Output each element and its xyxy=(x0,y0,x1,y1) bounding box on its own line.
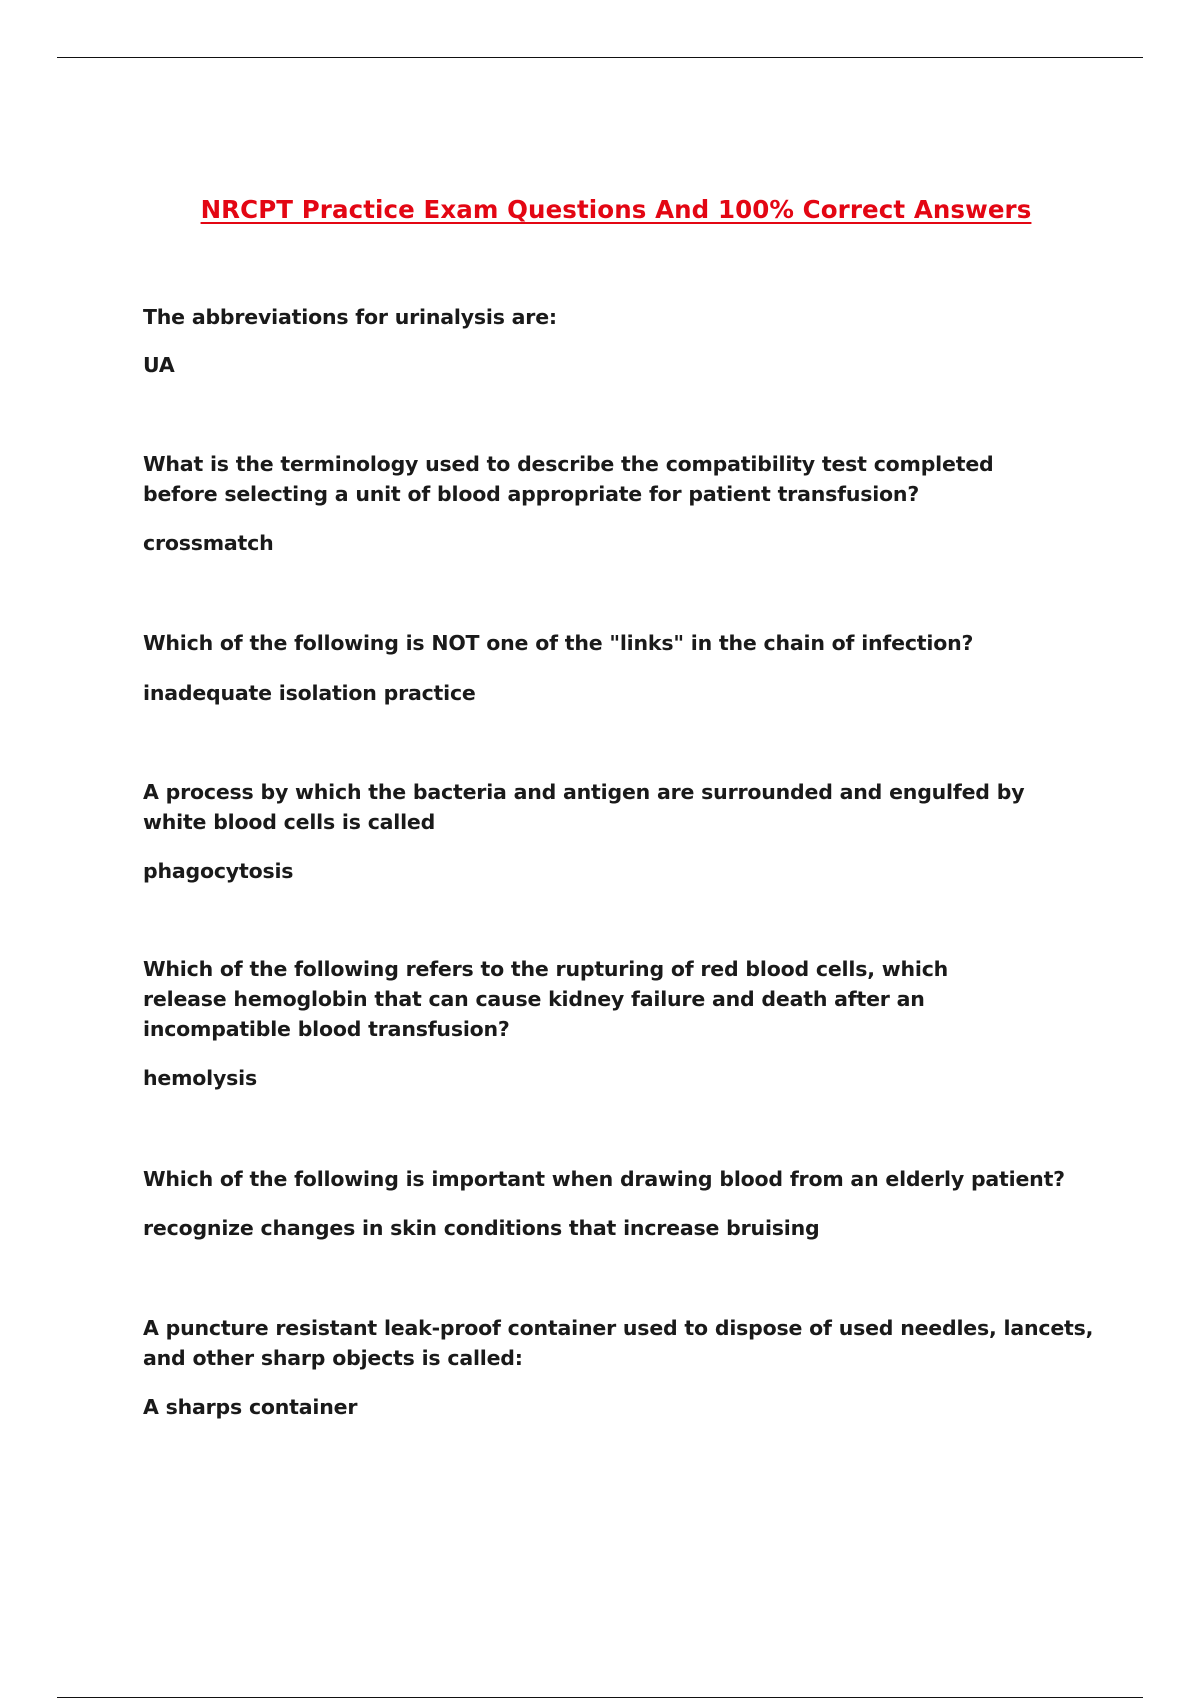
qa-item-6 xyxy=(143,1164,1103,1243)
footer-rule xyxy=(57,1697,1143,1698)
document-title: NRCPT Practice Exam Questions And 100% Correct Answers xyxy=(200,195,1032,224)
qa-item-3 xyxy=(143,628,1103,708)
question-text: The abbreviations for urinalysis are: xyxy=(143,305,557,329)
answer-text: hemolysis xyxy=(143,1066,257,1090)
answer-text: A sharps container xyxy=(143,1395,358,1419)
question-text: Which of the following is important when drawing blood from an elderly patient? xyxy=(143,1167,1065,1191)
answer-text: phagocytosis xyxy=(143,859,294,883)
qa-item-5 xyxy=(143,954,1023,1093)
question-text: A process by which the bacteria and antigen are surrounded and engulfed by white blood cells is called xyxy=(143,780,1025,834)
answer-text: inadequate isolation practice xyxy=(143,681,476,705)
answer-text: crossmatch xyxy=(143,531,274,555)
answer-text: UA xyxy=(143,353,175,377)
question-text: A puncture resistant leak-proof container used to dispose of used needles, lancets, and other sharp objects is called: xyxy=(143,1316,1094,1370)
qa-item-2 xyxy=(143,449,1043,558)
question-text: What is the terminology used to describe the compatibility test completed before selecting a unit of blood appropriate for patient transfusion? xyxy=(143,452,994,506)
question-text: Which of the following refers to the rupturing of red blood cells, which release hemoglobin that can cause kidney failure and death after an incompatible blood transfusion? xyxy=(143,957,949,1041)
qa-item-7 xyxy=(143,1313,1103,1422)
qa-item-1 xyxy=(143,302,1103,380)
answer-text: recognize changes in skin conditions that increase bruising xyxy=(143,1216,820,1240)
header-rule xyxy=(57,57,1143,58)
qa-item-4 xyxy=(143,777,1063,886)
question-text: Which of the following is NOT one of the "links" in the chain of infection? xyxy=(143,631,974,655)
